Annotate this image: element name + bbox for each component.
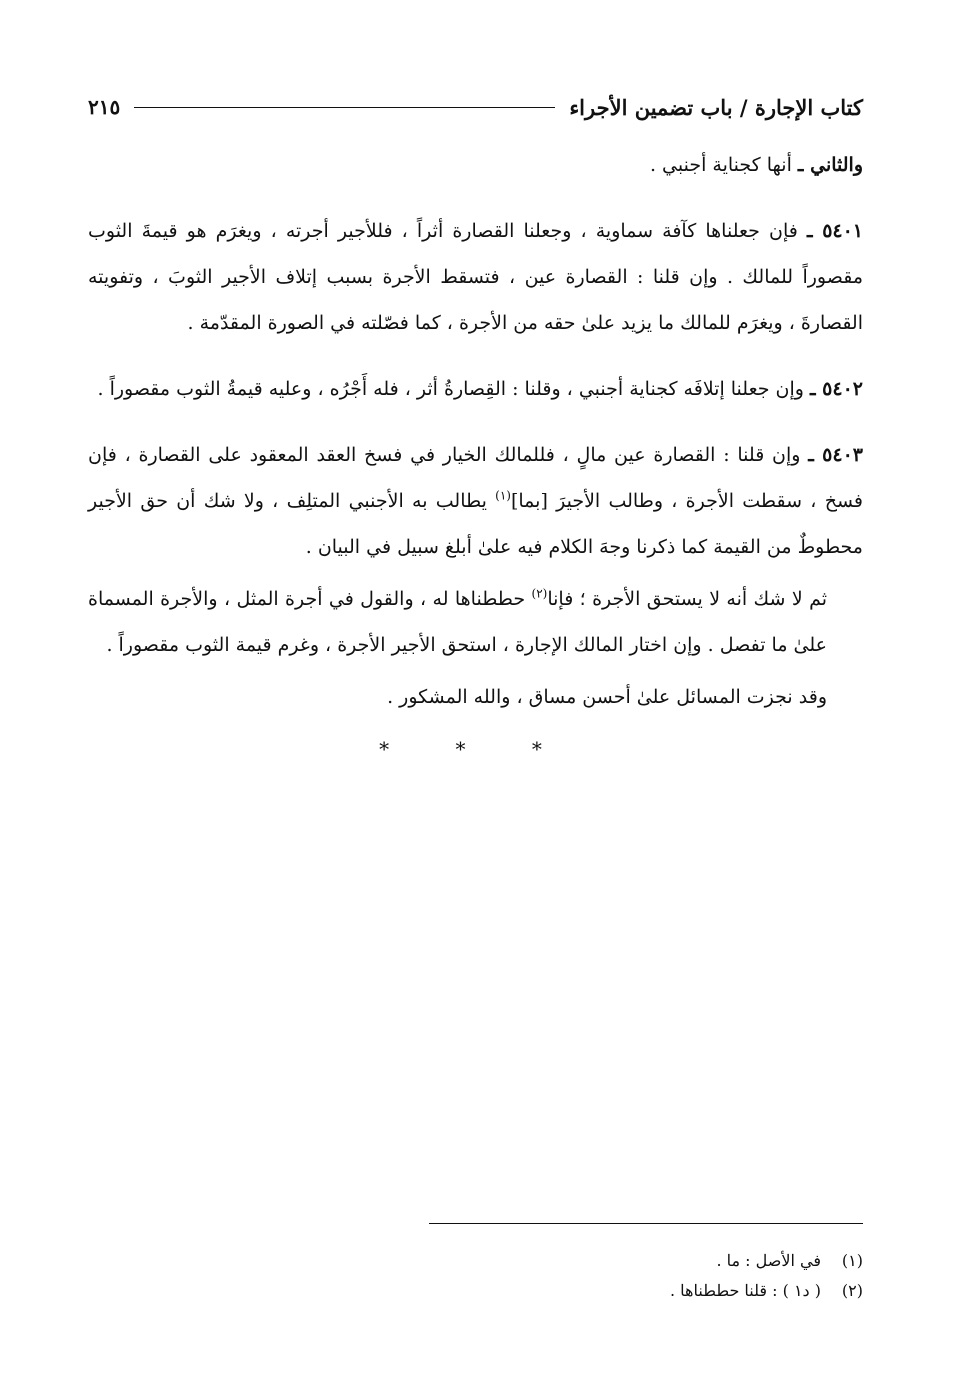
paragraph-5403 <box>88 432 863 570</box>
indented-block <box>88 576 863 668</box>
paragraph-5402 <box>88 366 863 412</box>
paragraph-lead: والثاني ـ <box>797 154 863 176</box>
footnote-mark: (٢) <box>841 1281 863 1300</box>
footnote-ref-2[interactable]: (٢) <box>531 586 548 601</box>
header-rule <box>134 107 555 108</box>
page-number: ٢١٥ <box>88 95 121 119</box>
paragraph-text: ثم لا شك أنه لا يستحق الأجرة ؛ فإنا <box>547 588 827 610</box>
header-title: كتاب الإجارة / باب تضمين الأجراء <box>569 94 863 120</box>
paragraph-text: حططناها له ، والقول في أجرة المثل ، والأجرة المسماة علىٰ ما تفصل . وإن اختار المالك الإجارة ، استحق الأجير الأجرة ، وغرم قيمة الثوب مقصوراً . <box>88 588 827 656</box>
footnote-2 <box>88 1276 863 1306</box>
main-text <box>88 142 863 772</box>
footnote-text: ( د١ ) : قلنا حططناها . <box>670 1281 821 1300</box>
paragraph-text: وإن قلنا : القصارة عين مالٍ ، فللمالك الخيار في فسخ العقد المعقود على القصارة ، فإن فسخ ، سقطت الأجرة ، وطالب الأجيرَ [بما] <box>88 444 863 512</box>
paragraph-conclusion <box>88 576 863 668</box>
footnote-mark: (١) <box>841 1251 863 1270</box>
paragraph-text: وقد نجزت المسائل علىٰ أحسن مساق ، والله المشكور . <box>387 686 827 708</box>
running-header <box>88 90 863 124</box>
footnote-rule <box>429 1223 863 1224</box>
paragraph-5401 <box>88 208 863 346</box>
paragraph-text: وإن جعلنا إتلافَه كجناية أجنبي ، وقلنا : القِصارةُ أثر ، فله أَجْرُه ، وعليه قيمةُ الثوب مقصوراً . <box>97 378 804 400</box>
issue-number: ٥٤٠٢ ـ <box>809 378 863 400</box>
paragraph-intro <box>88 142 863 188</box>
section-separator-stars: * * * <box>379 737 572 761</box>
paragraph-text: يطالب به الأجنبي المتلِف ، ولا شك أن حق الأجير محطوطٌ من القيمة كما ذكرنا وجهَ الكلام فيه علىٰ أبلغ سبيل في البيان . <box>88 490 863 558</box>
footnote-ref-1[interactable]: (١) <box>495 488 511 503</box>
footnotes <box>88 1246 863 1306</box>
paragraph-closing <box>88 674 863 720</box>
footnote-1 <box>88 1246 863 1276</box>
paragraph-text: فإن جعلناها كآفة سماوية ، وجعلنا القصارة أثراً ، فللأجير أجرته ، ويغرَم هو قيمةَ الثوب مقصوراً للمالك . وإن قلنا : القصارة عين ، فتسقط الأجرة بسبب إتلاف الأجير الثوبَ ، وتفويته القصارةَ ، ويغرَم للمالك ما يزيد علىٰ حقه من الأجرة ، كما فصّلته في الصورة المقدّمة . <box>88 220 863 334</box>
issue-number: ٥٤٠١ ـ <box>806 220 864 242</box>
issue-number: ٥٤٠٣ ـ <box>808 444 863 466</box>
book-page <box>88 80 863 1370</box>
paragraph-text: أنها كجناية أجنبي . <box>649 154 792 176</box>
footnote-text: في الأصل : ما . <box>716 1251 821 1270</box>
